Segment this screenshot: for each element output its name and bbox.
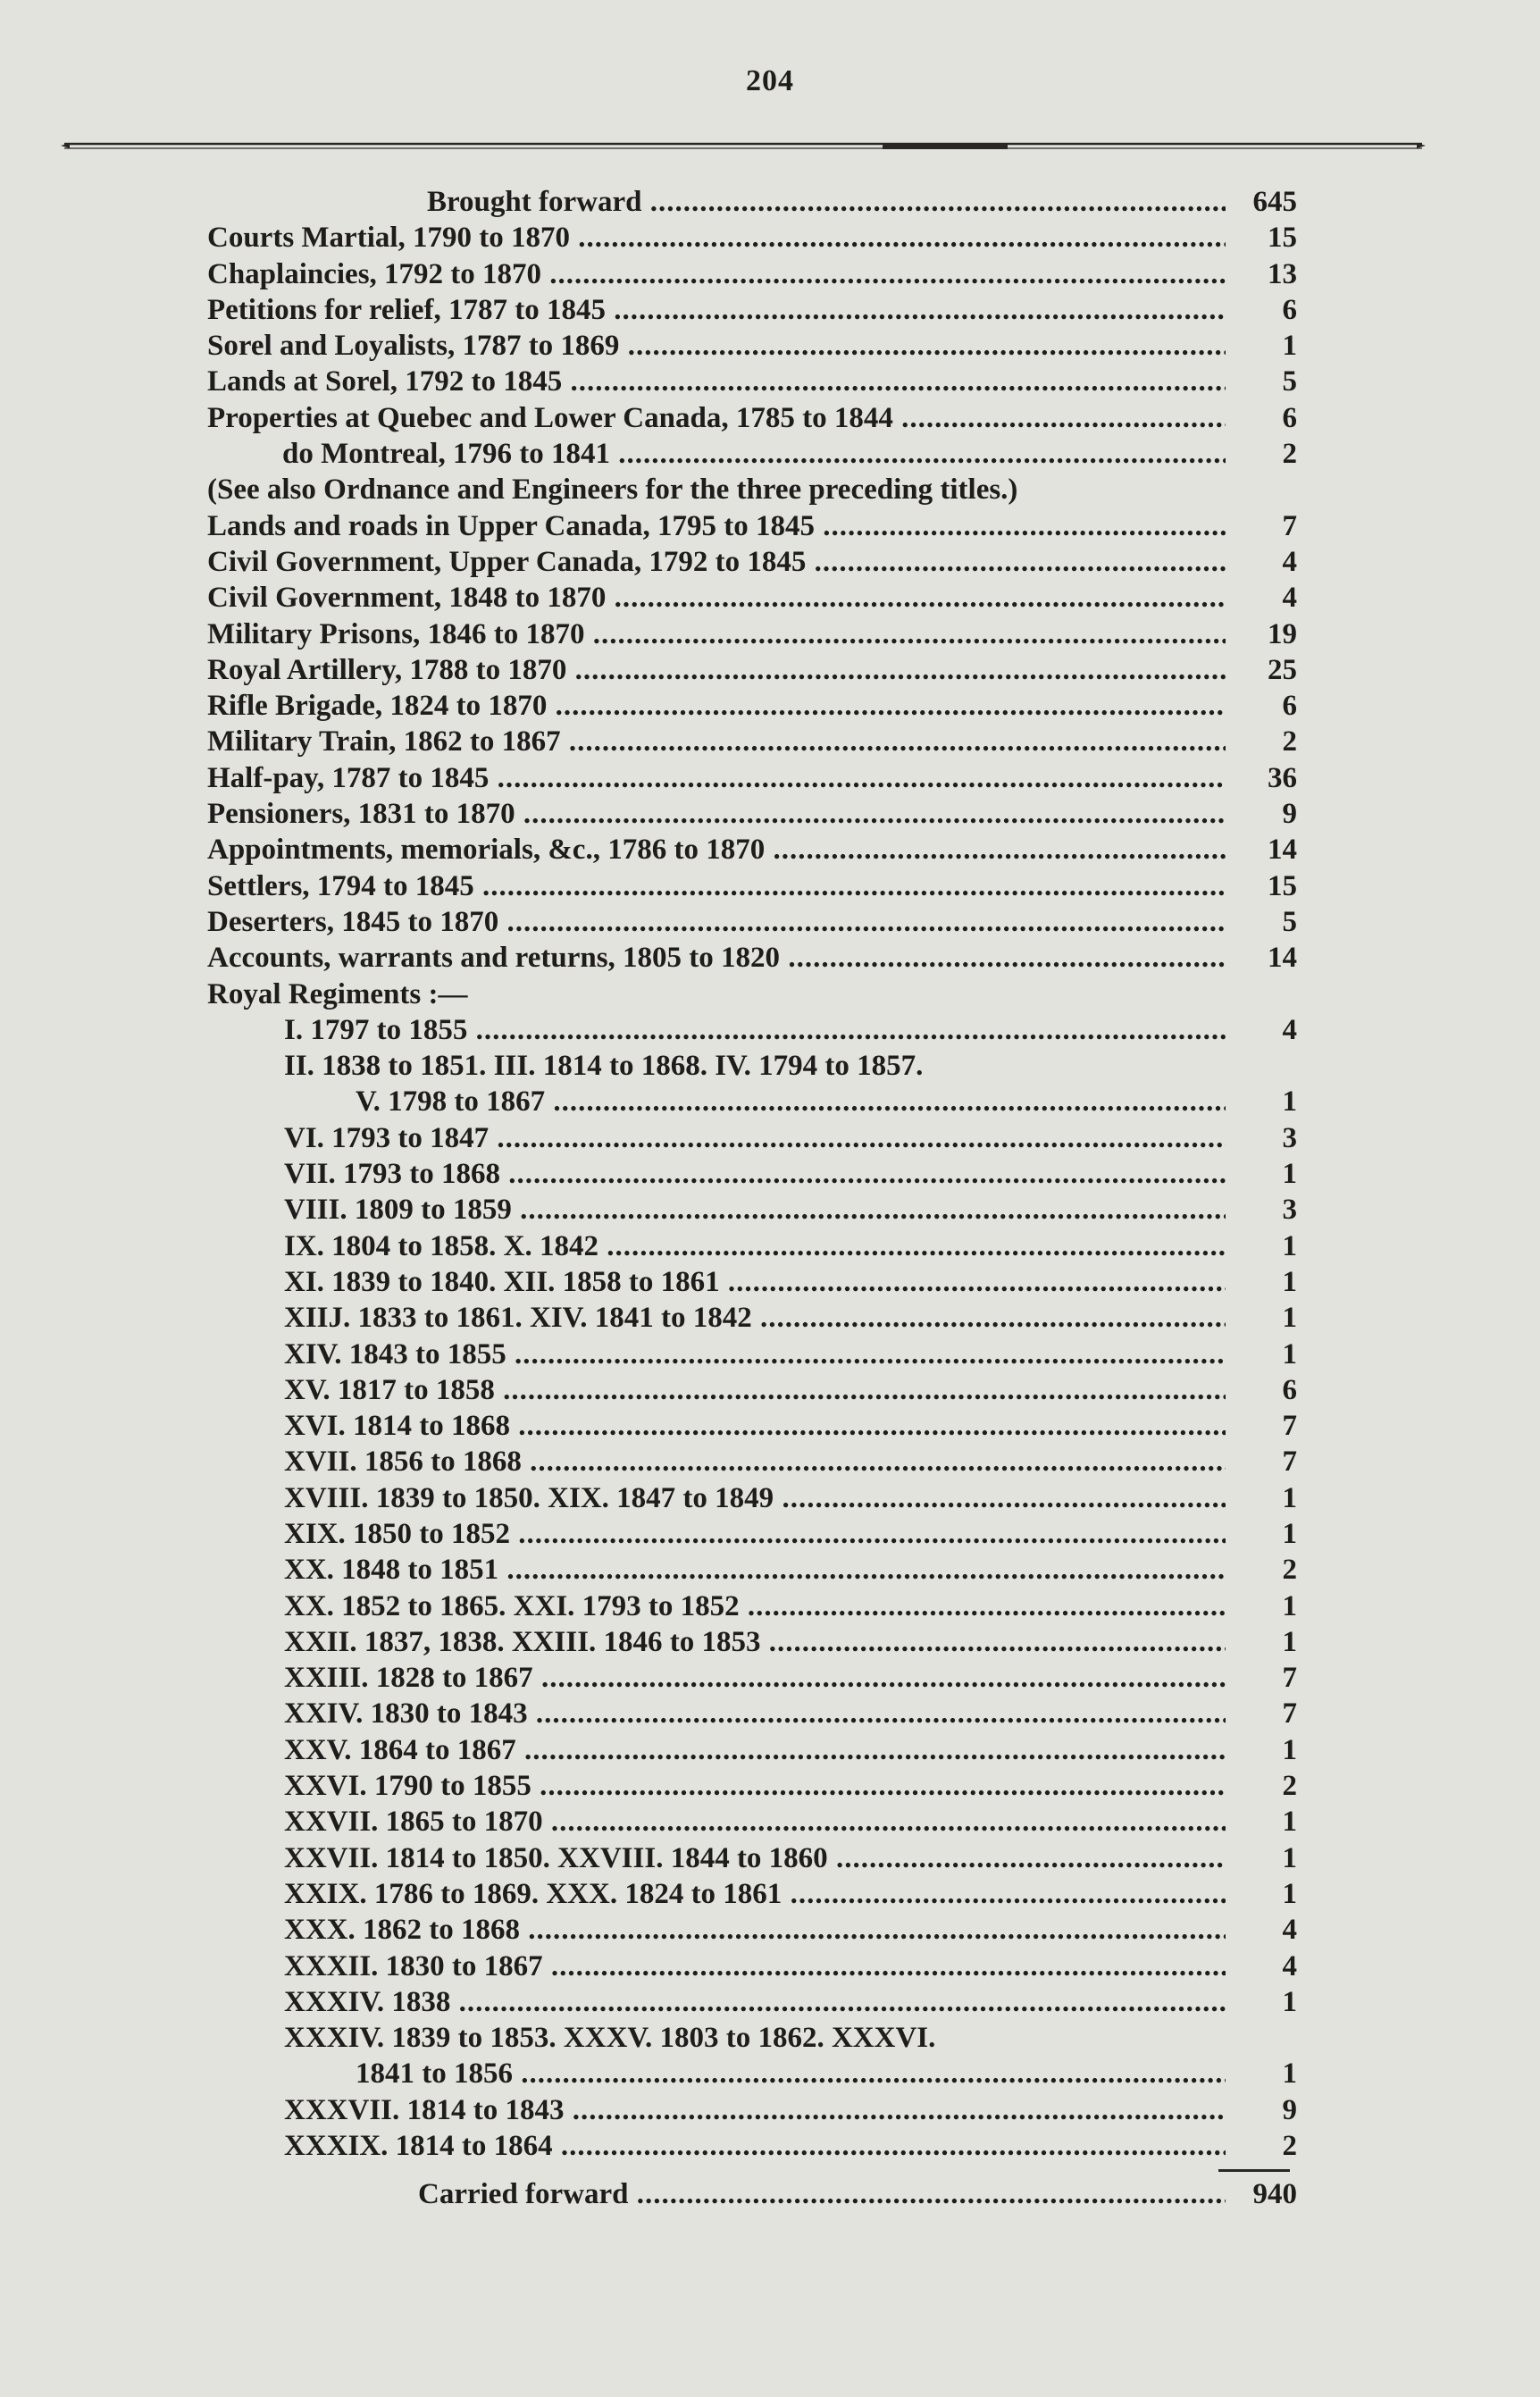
entry-row <box>207 1912 1297 1948</box>
entry-title: XX. 1848 to 1851 ..... <box>207 1552 1226 1588</box>
entry-title: Deserters, 1845 to 1870 ..... <box>207 904 1226 940</box>
entry-title: XXII. 1837, 1838. XXIII. 1846 to 1853 ..... <box>207 1624 1226 1660</box>
page-number: 204 <box>746 64 794 97</box>
entry-count: 1 <box>1282 1481 1297 1514</box>
entry-count: 15 <box>1268 222 1297 255</box>
entry-count: 1 <box>1282 330 1297 363</box>
entry-title: XI. 1839 to 1840. XII. 1858 to 1861 ..... <box>207 1264 1226 1300</box>
entry-row <box>207 1012 1297 1048</box>
entry-count: 4 <box>1282 1914 1297 1947</box>
entry-count: 4 <box>1282 545 1297 578</box>
entry-row <box>207 868 1297 904</box>
entry-title: Royal Artillery, 1788 to 1870 ..... <box>207 652 1226 688</box>
entry-title: XX. 1852 to 1865. XXI. 1793 to 1852 ..... <box>207 1588 1226 1624</box>
entry-title: Sorel and Loyalists, 1787 to 1869 ..... <box>207 328 1226 364</box>
entry-title: Appointments, memorials, &c., 1786 to 1870 ..... <box>207 832 1226 867</box>
entry-count: 3 <box>1282 1194 1297 1227</box>
entry-row <box>207 2128 1297 2164</box>
entry-title: XXIV. 1830 to 1843 ..... <box>207 1696 1226 1731</box>
entry-row <box>207 2092 1297 2128</box>
entry-row <box>207 1300 1297 1336</box>
entry-title: Half-pay, 1787 to 1845 ..... <box>207 760 1226 796</box>
entry-count: 1 <box>1282 1806 1297 1839</box>
entry-title: Rifle Brigade, 1824 to 1870 ..... <box>207 688 1226 724</box>
entry-count: 7 <box>1282 1446 1297 1479</box>
entry-title: XXXII. 1830 to 1867 ..... <box>207 1949 1226 1984</box>
carried-forward-row <box>207 2176 1297 2212</box>
entry-row <box>207 1408 1297 1444</box>
entry-count: 2 <box>1282 1554 1297 1587</box>
entry-row <box>207 1552 1297 1588</box>
entry-row <box>207 1084 1297 1119</box>
entry-count: 1 <box>1282 1085 1297 1119</box>
entry-count: 6 <box>1282 690 1297 723</box>
entry-row <box>207 1768 1297 1804</box>
entry-row <box>207 1949 1297 1984</box>
entry-row <box>207 544 1297 580</box>
entry-count: 1 <box>1282 1265 1297 1298</box>
entry-row <box>207 796 1297 832</box>
entry-count: 5 <box>1282 905 1297 938</box>
entry-row <box>207 292 1297 328</box>
entry-title: XVI. 1814 to 1868 ..... <box>207 1408 1226 1444</box>
entry-count: 6 <box>1282 293 1297 326</box>
entry-title: XVIII. 1839 to 1850. XIX. 1847 to 1849 ..... <box>207 1480 1226 1516</box>
entry-count: 13 <box>1268 257 1297 290</box>
entry-title: XXX. 1862 to 1868 ..... <box>207 1912 1226 1948</box>
entry-count: 1 <box>1282 1337 1297 1370</box>
entry-title: VII. 1793 to 1868 ..... <box>207 1156 1226 1192</box>
entry-title: do Montreal, 1796 to 1841 ..... <box>207 436 1226 472</box>
entry-title: Pensioners, 1831 to 1870 ..... <box>207 796 1226 832</box>
entry-title: VIII. 1809 to 1859 ..... <box>207 1192 1226 1228</box>
entry-row <box>207 508 1297 544</box>
entry-row <box>207 1156 1297 1192</box>
entry-row <box>207 1984 1297 2020</box>
entry-count: 645 <box>1252 186 1297 218</box>
entry-count: 25 <box>1268 653 1297 686</box>
entry-row <box>207 724 1297 759</box>
entry-title: Civil Government, 1848 to 1870 ..... <box>207 580 1226 616</box>
entry-title: XXIII. 1828 to 1867 ..... <box>207 1660 1226 1696</box>
entry-row <box>207 1120 1297 1156</box>
entry-row <box>207 1696 1297 1731</box>
entry-row <box>207 760 1297 796</box>
entry-title: XIIJ. 1833 to 1861. XIV. 1841 to 1842 ..... <box>207 1300 1226 1336</box>
entry-title: (See also Ordnance and Engineers for the three preceding titles.) <box>207 474 1018 507</box>
entry-row <box>207 616 1297 652</box>
entry-title: XXVII. 1814 to 1850. XXVIII. 1844 to 1860 ..... <box>207 1840 1226 1876</box>
entry-title: VI. 1793 to 1847 ..... <box>207 1120 1226 1156</box>
entry-title: Military Train, 1862 to 1867 ..... <box>207 724 1226 759</box>
entry-count: 1 <box>1282 1158 1297 1191</box>
entry-count: 36 <box>1268 761 1297 794</box>
entry-title: XXXIX. 1814 to 1864 ..... <box>207 2128 1226 2164</box>
entry-row <box>207 328 1297 364</box>
entry-count: 2 <box>1282 2130 1297 2163</box>
entry-row <box>207 1876 1297 1912</box>
entry-row <box>207 832 1297 867</box>
sum-rule <box>207 2164 1297 2176</box>
entry-row <box>207 1192 1297 1228</box>
entry-count: 1 <box>1282 2058 1297 2091</box>
entry-count: 1 <box>1282 1229 1297 1262</box>
entry-title: Military Prisons, 1846 to 1870 ..... <box>207 616 1226 652</box>
entry-title: XIX. 1850 to 1852 ..... <box>207 1516 1226 1552</box>
entry-title: XXXVII. 1814 to 1843 ..... <box>207 2092 1226 2128</box>
entry-count: 14 <box>1268 834 1297 867</box>
entry-title: Petitions for relief, 1787 to 1845 ..... <box>207 292 1226 328</box>
entry-title: XXIX. 1786 to 1869. XXX. 1824 to 1861 ..... <box>207 1876 1226 1912</box>
header-rule <box>61 136 1426 155</box>
entry-row <box>207 904 1297 940</box>
entry-row <box>207 436 1297 472</box>
entry-count: 7 <box>1282 1697 1297 1731</box>
entry-row <box>207 1732 1297 1768</box>
entry-title: I. 1797 to 1855 ..... <box>207 1012 1226 1048</box>
entry-row <box>207 940 1297 976</box>
entry-row <box>207 652 1297 688</box>
entry-row <box>207 184 1297 220</box>
entry-count: 3 <box>1282 1121 1297 1154</box>
entry-row <box>207 2056 1297 2091</box>
entry-row <box>207 1444 1297 1479</box>
entry-count: 9 <box>1282 2093 1297 2126</box>
entry-count: 1 <box>1282 1625 1297 1658</box>
entry-row <box>207 364 1297 399</box>
entry-row <box>207 1840 1297 1876</box>
entry-title: IX. 1804 to 1858. X. 1842 ..... <box>207 1228 1226 1264</box>
entry-title: II. 1838 to 1851. III. 1814 to 1868. IV. 1794 to 1857. <box>284 1050 924 1083</box>
entry-count: 5 <box>1282 365 1297 398</box>
entry-count: 6 <box>1282 1373 1297 1406</box>
entry-count: 7 <box>1282 1662 1297 1695</box>
entry-title: XV. 1817 to 1858 ..... <box>207 1372 1226 1408</box>
entry-title: Settlers, 1794 to 1845 ..... <box>207 868 1226 904</box>
entry-row <box>207 1228 1297 1264</box>
entry-row <box>207 1264 1297 1300</box>
entry-row <box>207 1804 1297 1840</box>
entry-count: 2 <box>1282 438 1297 471</box>
entry-title: XXVI. 1790 to 1855 ..... <box>207 1768 1226 1804</box>
entry-count: 9 <box>1282 798 1297 831</box>
entry-count: 1 <box>1282 1877 1297 1910</box>
entry-row <box>207 688 1297 724</box>
entry-count: 6 <box>1282 401 1297 434</box>
entry-count: 4 <box>1282 1949 1297 1982</box>
entry-count: 2 <box>1282 725 1297 758</box>
entry-row <box>207 1048 1297 1084</box>
entry-title: XXV. 1864 to 1867 ..... <box>207 1732 1226 1768</box>
entry-row <box>207 1337 1297 1372</box>
entry-title: Properties at Quebec and Lower Canada, 1785 to 1844 ..... <box>207 400 1226 436</box>
entry-row <box>207 400 1297 436</box>
contents-list <box>207 184 1297 2213</box>
entry-row <box>207 580 1297 616</box>
entry-title: XXVII. 1865 to 1870 ..... <box>207 1804 1226 1840</box>
entry-count: 1 <box>1282 1589 1297 1622</box>
entry-row <box>207 472 1297 507</box>
entry-row <box>207 976 1297 1012</box>
entry-title: Accounts, warrants and returns, 1805 to 1820 ..... <box>207 940 1226 976</box>
entry-row <box>207 1588 1297 1624</box>
entry-count: 4 <box>1282 1013 1297 1046</box>
entry-title: Brought forward ..... <box>207 184 1226 220</box>
entry-count: 1 <box>1282 1302 1297 1335</box>
entry-title: XXXIV. 1838 ..... <box>207 1984 1226 2020</box>
entry-count: 7 <box>1282 509 1297 542</box>
entry-count: 7 <box>1282 1410 1297 1443</box>
entry-row <box>207 1480 1297 1516</box>
entry-row <box>207 1372 1297 1408</box>
entry-row <box>207 1624 1297 1660</box>
entry-count: 1 <box>1282 1985 1297 2018</box>
entry-title: Civil Government, Upper Canada, 1792 to 1845 ..... <box>207 544 1226 580</box>
entry-count: 1 <box>1282 1517 1297 1550</box>
entry-title: Royal Regiments :— <box>207 977 468 1010</box>
carried-forward-label: Carried forward ..... <box>207 2176 1226 2212</box>
entry-row <box>207 220 1297 256</box>
entry-count: 4 <box>1282 582 1297 615</box>
entry-title: Lands at Sorel, 1792 to 1845 ..... <box>207 364 1226 399</box>
entry-row <box>207 2020 1297 2056</box>
entry-title: Courts Martial, 1790 to 1870 ..... <box>207 220 1226 256</box>
entry-row <box>207 256 1297 292</box>
carried-forward-total: 940 <box>1252 2178 1297 2211</box>
entry-title: Lands and roads in Upper Canada, 1795 to 1845 ..... <box>207 508 1226 544</box>
entry-count: 19 <box>1268 617 1297 650</box>
entry-title: XVII. 1856 to 1868 ..... <box>207 1444 1226 1479</box>
entry-count: 14 <box>1268 942 1297 975</box>
entry-count: 1 <box>1282 1733 1297 1766</box>
entry-count: 2 <box>1282 1770 1297 1803</box>
entry-title: V. 1798 to 1867 ..... <box>207 1084 1226 1119</box>
entry-count: 1 <box>1282 1841 1297 1874</box>
entry-row <box>207 1516 1297 1552</box>
entry-title: XIV. 1843 to 1855 ..... <box>207 1337 1226 1372</box>
entry-title: Chaplaincies, 1792 to 1870 ..... <box>207 256 1226 292</box>
entry-row <box>207 1660 1297 1696</box>
entry-title: 1841 to 1856 ..... <box>207 2056 1226 2091</box>
entry-title: XXXIV. 1839 to 1853. XXXV. 1803 to 1862. XXXVI. <box>284 2022 936 2055</box>
entry-count: 15 <box>1268 869 1297 902</box>
